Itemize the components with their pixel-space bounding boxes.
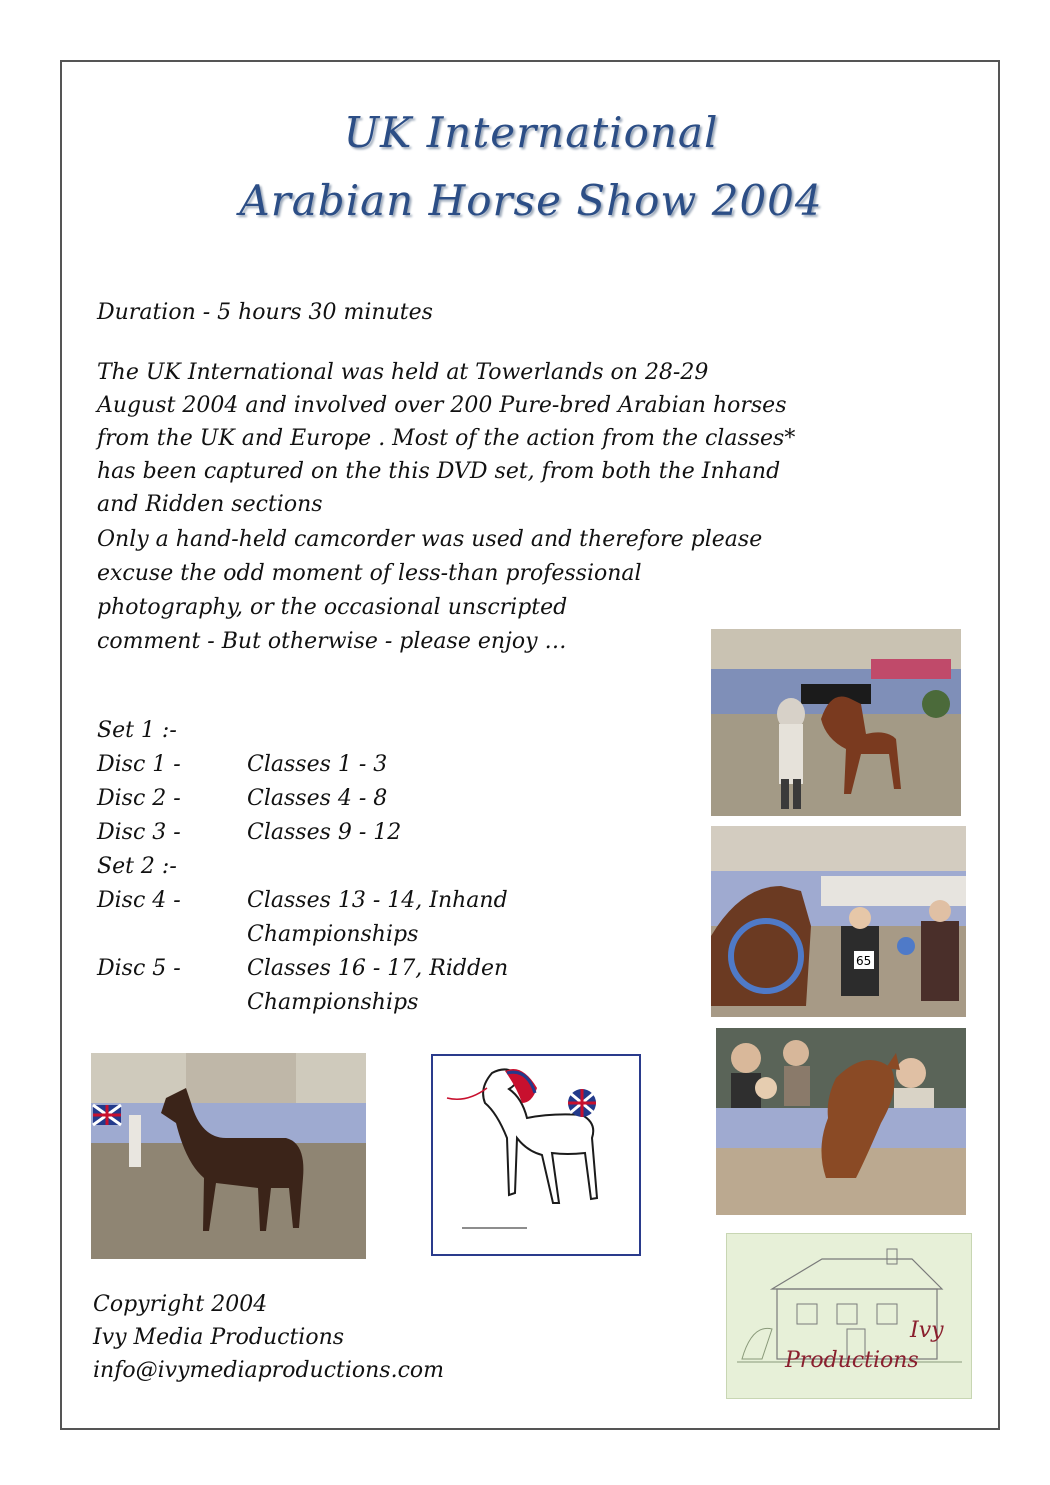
description-line: August 2004 and involved over 200 Pure-bred Arabian horses [97, 393, 787, 418]
ivy-productions-logo [726, 1233, 972, 1399]
contact-email: info@ivymediaproductions.com [93, 1358, 445, 1383]
set1-label: Set 1 :- [97, 718, 177, 743]
logo-text-ivy: Ivy [910, 1318, 944, 1343]
description-line: photography, or the occasional unscripted [97, 595, 568, 620]
disc-classes: Classes 9 - 12 [247, 820, 402, 845]
photo-horse-sketch [387, 1043, 692, 1262]
photo-dark-bay-horse [91, 1053, 366, 1259]
description-line: Only a hand-held camcorder was used and therefore please [97, 527, 763, 552]
page-title-line2: Arabian Horse Show 2004 [239, 176, 823, 225]
logo-text-productions: Productions [785, 1348, 919, 1373]
copyright-text: Copyright 2004 [93, 1292, 268, 1317]
disc-classes: Classes 16 - 17, Ridden [247, 956, 509, 981]
company-name: Ivy Media Productions [93, 1325, 345, 1350]
photo-horse-ribbon [711, 826, 966, 1017]
disc-label: Disc 5 - [97, 956, 181, 981]
disc-label: Disc 3 - [97, 820, 181, 845]
description-line: comment - But otherwise - please enjoy … [97, 629, 567, 654]
description-line: has been captured on the this DVD set, from both the Inhand [97, 459, 781, 484]
description-line: The UK International was held at Towerlands on 28-29 [97, 360, 709, 385]
disc-classes: Classes 13 - 14, Inhand [247, 888, 508, 913]
photo-badge-number: 65 [856, 954, 872, 968]
disc-classes-cont: Championships [247, 990, 419, 1015]
disc-label: Disc 4 - [97, 888, 181, 913]
disc-label: Disc 2 - [97, 786, 181, 811]
description-line: from the UK and Europe . Most of the action from the classes* [97, 426, 796, 451]
duration-text: Duration - 5 hours 30 minutes [97, 300, 433, 325]
photo-horse-handler [711, 629, 961, 816]
disc-classes: Classes 4 - 8 [247, 786, 388, 811]
disc-classes: Classes 1 - 3 [247, 752, 388, 777]
disc-classes-cont: Championships [247, 922, 419, 947]
disc-label: Disc 1 - [97, 752, 181, 777]
description-line: and Ridden sections [97, 492, 323, 517]
photo-horse-head [716, 1028, 966, 1215]
set2-label: Set 2 :- [97, 854, 177, 879]
description-line: excuse the odd moment of less-than professional [97, 561, 642, 586]
cottage-sketch-icon [727, 1234, 971, 1398]
page-title-line1: UK International [343, 108, 719, 157]
